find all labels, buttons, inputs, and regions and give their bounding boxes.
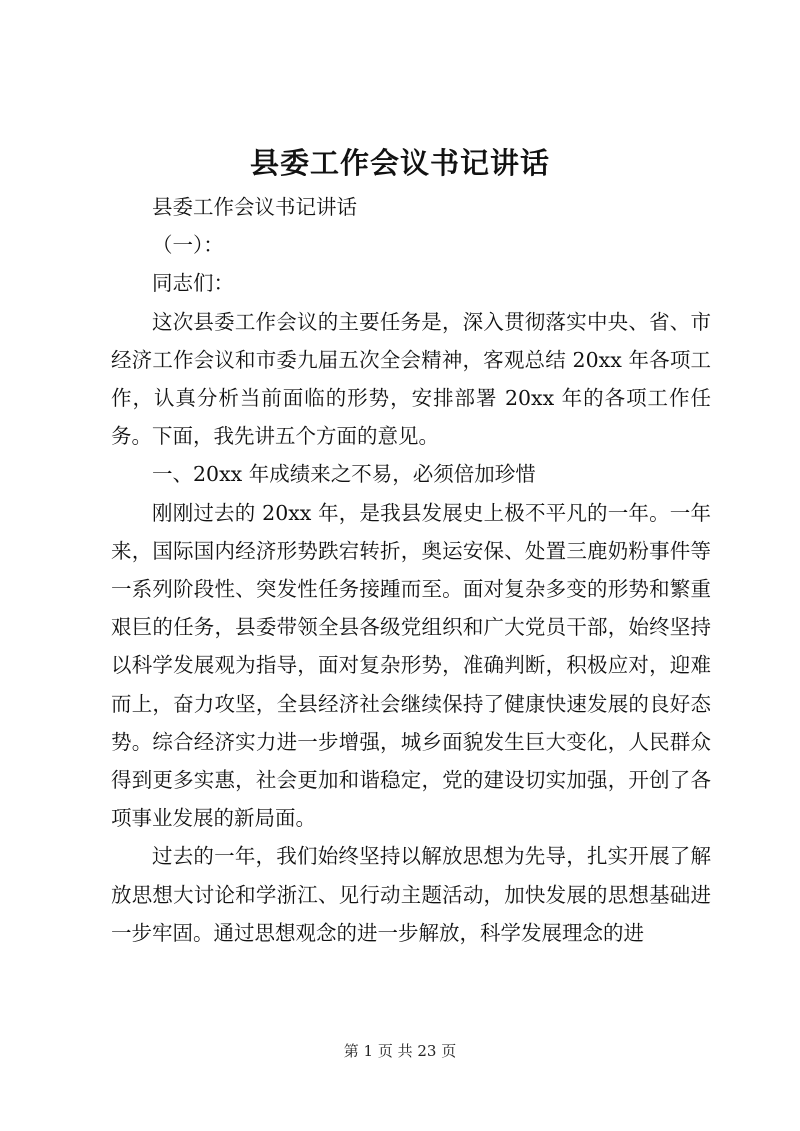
document-body xyxy=(111,188,711,952)
body-paragraph: 过去的一年，我们始终坚持以解放思想为先导，扎实开展了解放思想大讨论和学浙江、见行动主题活动，加快发展的思想基础进一步牢固。通过思想观念的进一步解放，科学发展理念的进 xyxy=(111,844,711,945)
section-marker-paragraph: （一）： xyxy=(152,233,224,258)
section-heading: 一、20xx 年成绩来之不易，必须倍加珍惜 xyxy=(152,462,536,487)
body-paragraph: 这次县委工作会议的主要任务是，深入贯彻落实中央、省、市经济工作会议和市委九届五次全会精神，客观总结 20xx 年各项工作，认真分析当前面临的形势，安排部署 20xx 年的各项工作任务。下面，我先讲五个方面的意见。 xyxy=(111,309,711,449)
document-title: 县委工作会议书记讲话 xyxy=(249,146,550,180)
page-footer: 第 1 页 共 23 页 xyxy=(343,1042,457,1060)
salutation-paragraph: 同志们： xyxy=(152,271,234,296)
body-paragraph: 刚刚过去的 20xx 年，是我县发展史上极不平凡的一年。一年来，国际国内经济形势跌宕转折，奥运安保、处置三鹿奶粉事件等一系列阶段性、突发性任务接踵而至。面对复杂多变的形势和繁重艰巨的任务，县委带领全县各级党组织和广大党员干部，始终坚持以科学发展观为指导，面对复杂形势，准确判断，积极应对，迎难而上，奋力攻坚，全县经济社会继续保持了健康快速发展的良好态势。综合经济实力进一步增强，城乡面貌发生巨大变化，人民群众得到更多实惠，社会更加和谐稳定，党的建设切实加强，开创了各项事业发展的新局面。 xyxy=(111,500,711,831)
subtitle-paragraph: 县委工作会议书记讲话 xyxy=(152,195,357,219)
